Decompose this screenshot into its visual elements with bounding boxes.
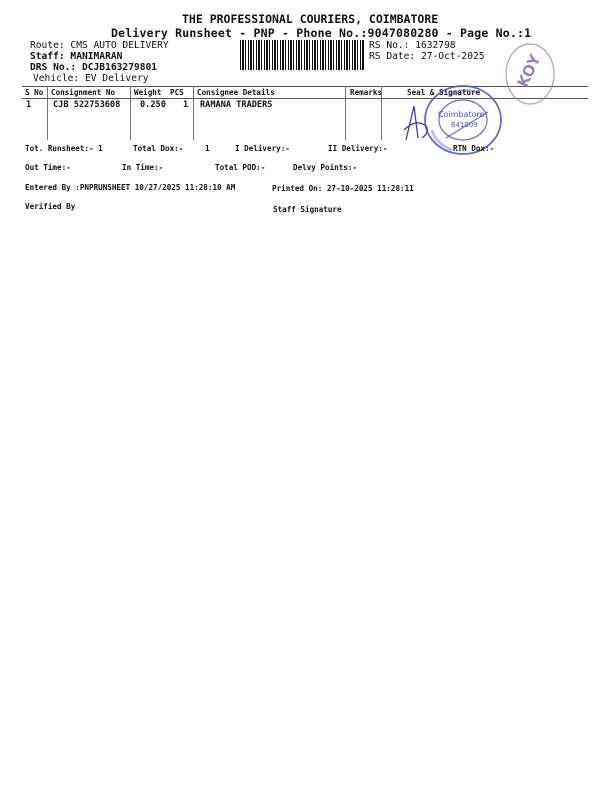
- rtn-dox: RTN Dox:-: [453, 144, 495, 153]
- route-text: Route: CMS AUTO DELIVERY: [30, 40, 169, 51]
- col-header-consignee: Consignee Details: [197, 88, 275, 97]
- tot-runsheet: Tot. Runsheet:- 1: [25, 144, 103, 153]
- col-header-pcs: PCS: [170, 88, 184, 97]
- ii-delivery: II Delivery:-: [328, 144, 388, 153]
- in-time: In Time:-: [122, 163, 164, 172]
- col-header-seal-signature: Seal & Signature: [407, 88, 481, 97]
- staff-signature: Staff Signature: [273, 205, 342, 214]
- row-consignment-no: CJB 522753608: [53, 100, 121, 110]
- total-pod: Total POD:-: [215, 163, 266, 172]
- rs-number: RS No.: 1632798: [369, 40, 456, 51]
- handwritten-mark-text: KOY: [513, 51, 545, 91]
- col-header-consignment: Consignment No: [51, 88, 116, 97]
- staff-text: Staff: MANIMARAN: [30, 51, 123, 62]
- col-header-sno: S No: [25, 88, 44, 97]
- col-header-remarks: Remarks: [350, 88, 383, 97]
- rs-date: RS Date: 27-Oct-2025: [369, 51, 485, 62]
- runsheet-subtitle: Delivery Runsheet - PNP - Phone No.:9047080280 - Page No.:1: [111, 26, 532, 40]
- delvy-points: Delvy Points:-: [293, 163, 358, 172]
- row-sno: 1: [26, 100, 32, 110]
- out-time: Out Time:-: [25, 163, 71, 172]
- entered-by: Entered By :PNPRUNSHEET 10/27/2025 11:28:10 AM: [25, 183, 236, 192]
- drs-number: DRS No.: DCJB163279801: [30, 62, 158, 73]
- row-consignee: RAMANA TRADERS: [200, 100, 273, 110]
- vehicle-text: Vehicle: EV Delivery: [33, 73, 149, 84]
- verified-by: Verified By: [25, 202, 76, 211]
- stamp-pin: 641009: [451, 121, 478, 129]
- stamp-city: Coimbatore: [438, 110, 485, 119]
- row-pcs: 1: [183, 100, 189, 110]
- row-weight: 0.250: [140, 100, 166, 110]
- company-title: THE PROFESSIONAL COURIERS, COIMBATORE: [182, 12, 439, 26]
- total-dox-label: Total Dox:-: [133, 144, 184, 153]
- i-delivery: I Delivery:-: [235, 144, 290, 153]
- col-header-weight: Weight: [134, 88, 162, 97]
- barcode-image: [240, 40, 365, 70]
- total-dox-value: 1: [205, 144, 210, 153]
- printed-on: Printed On: 27-10-2025 11:28:11: [272, 184, 414, 193]
